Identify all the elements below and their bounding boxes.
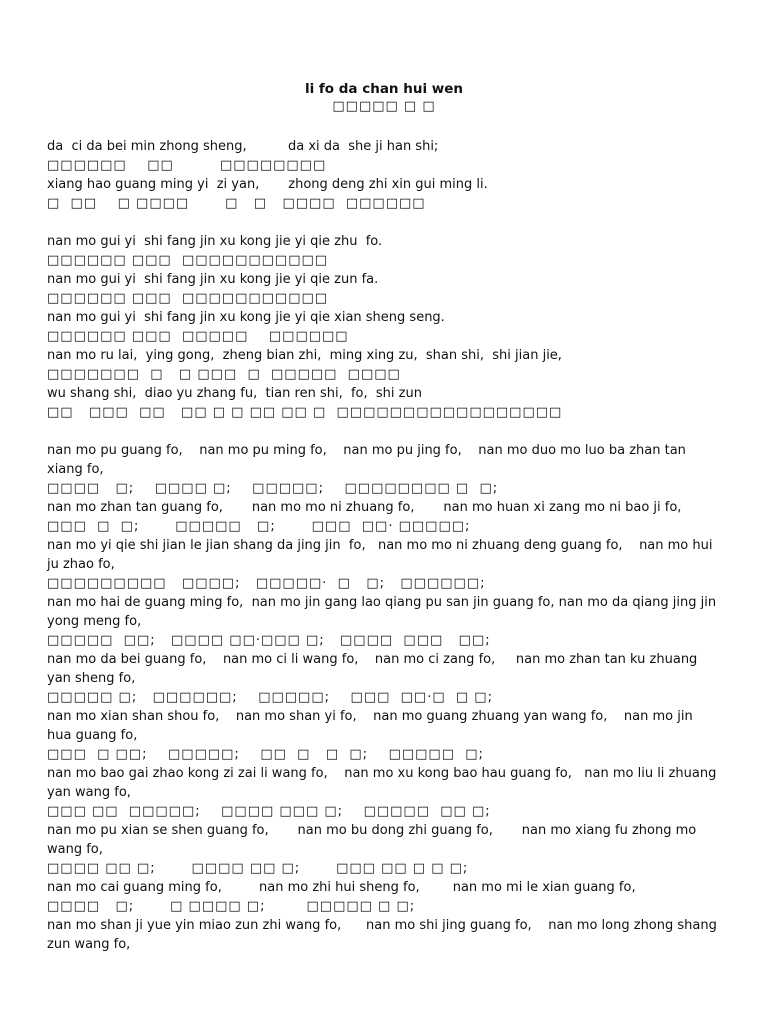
text-line: da ci da bei min zhong sheng, da xi da she ji han shi; — [47, 139, 439, 154]
text-line: □□□□□ □; □□□□□□; □□□□□; □□□ □□·□ □ □; — [47, 690, 493, 705]
text-line: nan mo bao gai zhao kong zi zai li wang fo, nan mo xu kong bao hau guang fo, nan mo liu li zhuang yan wang fo, — [47, 766, 721, 800]
document-subtitle: □□□□□ □ □ — [332, 99, 436, 114]
text-line: nan mo xian shan shou fo, nan mo shan yi fo, nan mo guang zhuang yan wang fo, nan mo jin hua guang fo, — [47, 709, 697, 743]
text-line: □□ □□□ □□ □□ □ □ □□ □□ □ □□□□□□□□□□□□□□□□□ — [47, 405, 563, 420]
text-line: nan mo yi qie shi jian le jian shang da jing jin fo, nan mo mo ni zhuang deng guang fo, nan mo hui ju zhao fo, — [47, 538, 717, 572]
text-line: □□□□□□□ □ □ □□□ □ □□□□□ □□□□ — [47, 367, 401, 382]
text-line: nan mo hai de guang ming fo, nan mo jin gang lao qiang pu san jin guang fo, nan mo da qiang jing jin yong meng fo, — [47, 595, 721, 629]
text-line: nan mo cai guang ming fo, nan mo zhi hui sheng fo, nan mo mi le xian guang fo, — [47, 880, 636, 895]
text-line: □□□□□□□□□ □□□□; □□□□□· □ □; □□□□□□; — [47, 576, 486, 591]
text-line: wu shang shi, diao yu zhang fu, tian ren shi, fo, shi zun — [47, 386, 422, 401]
text-line: nan mo ru lai, ying gong, zheng bian zhi, ming xing zu, shan shi, shi jian jie, — [47, 348, 562, 363]
text-line: nan mo shan ji yue yin miao zun zhi wang fo, nan mo shi jing guang fo, nan mo long zhong shang zun wang fo, — [47, 918, 721, 952]
text-line: nan mo gui yi shi fang jin xu kong jie yi qie zhu fo. — [47, 234, 383, 249]
text-line: nan mo gui yi shi fang jin xu kong jie yi qie zun fa. — [47, 272, 379, 287]
text-line: □□□□ □; □□□□ □; □□□□□; □□□□□□□□ □ □; — [47, 481, 499, 496]
text-line: □□□ □ □□; □□□□□; □□ □ □ □; □□□□□ □; — [47, 747, 484, 762]
text-line: □□□ □□ □□□□□; □□□□ □□□ □; □□□□□ □□ □; — [47, 804, 491, 819]
text-line: □□□□□□ □□□ □□□□□ □□□□□□ — [47, 329, 349, 344]
text-line: □□□□□□ □□□ □□□□□□□□□□□ — [47, 291, 329, 306]
text-line: xiang hao guang ming yi zi yan, zhong deng zhi xin gui ming li. — [47, 177, 488, 192]
text-line: □□□□□ □□; □□□□ □□·□□□ □; □□□□ □□□ □□; — [47, 633, 491, 648]
text-line: nan mo zhan tan guang fo, nan mo mo ni zhuang fo, nan mo huan xi zang mo ni bao ji fo, — [47, 500, 682, 515]
document-title: li fo da chan hui wen — [304, 81, 464, 97]
text-line: □□□□□□ □□ □□□□□□□□ — [47, 158, 327, 173]
text-line: □□□ □ □; □□□□□ □; □□□ □□· □□□□□; — [47, 519, 471, 534]
text-line: nan mo pu guang fo, nan mo pu ming fo, nan mo pu jing fo, nan mo duo mo luo ba zhan tan xiang fo, — [47, 443, 691, 477]
text-line: nan mo da bei guang fo, nan mo ci li wang fo, nan mo ci zang fo, nan mo zhan tan ku zhuang yan sheng fo, — [47, 652, 702, 686]
text-line: □□□□ □; □ □□□□ □; □□□□□ □ □; — [47, 899, 416, 914]
text-line: □ □□ □ □□□□ □ □ □□□□ □□□□□□ — [47, 196, 426, 211]
text-line: □□□□ □□ □; □□□□ □□ □; □□□ □□ □ □ □; — [47, 861, 469, 876]
text-line: □□□□□□ □□□ □□□□□□□□□□□ — [47, 253, 329, 268]
text-line: nan mo gui yi shi fang jin xu kong jie yi qie xian sheng seng. — [47, 310, 445, 325]
text-line: nan mo pu xian se shen guang fo, nan mo bu dong zhi guang fo, nan mo xiang fu zhong mo wang fo, — [47, 823, 701, 857]
